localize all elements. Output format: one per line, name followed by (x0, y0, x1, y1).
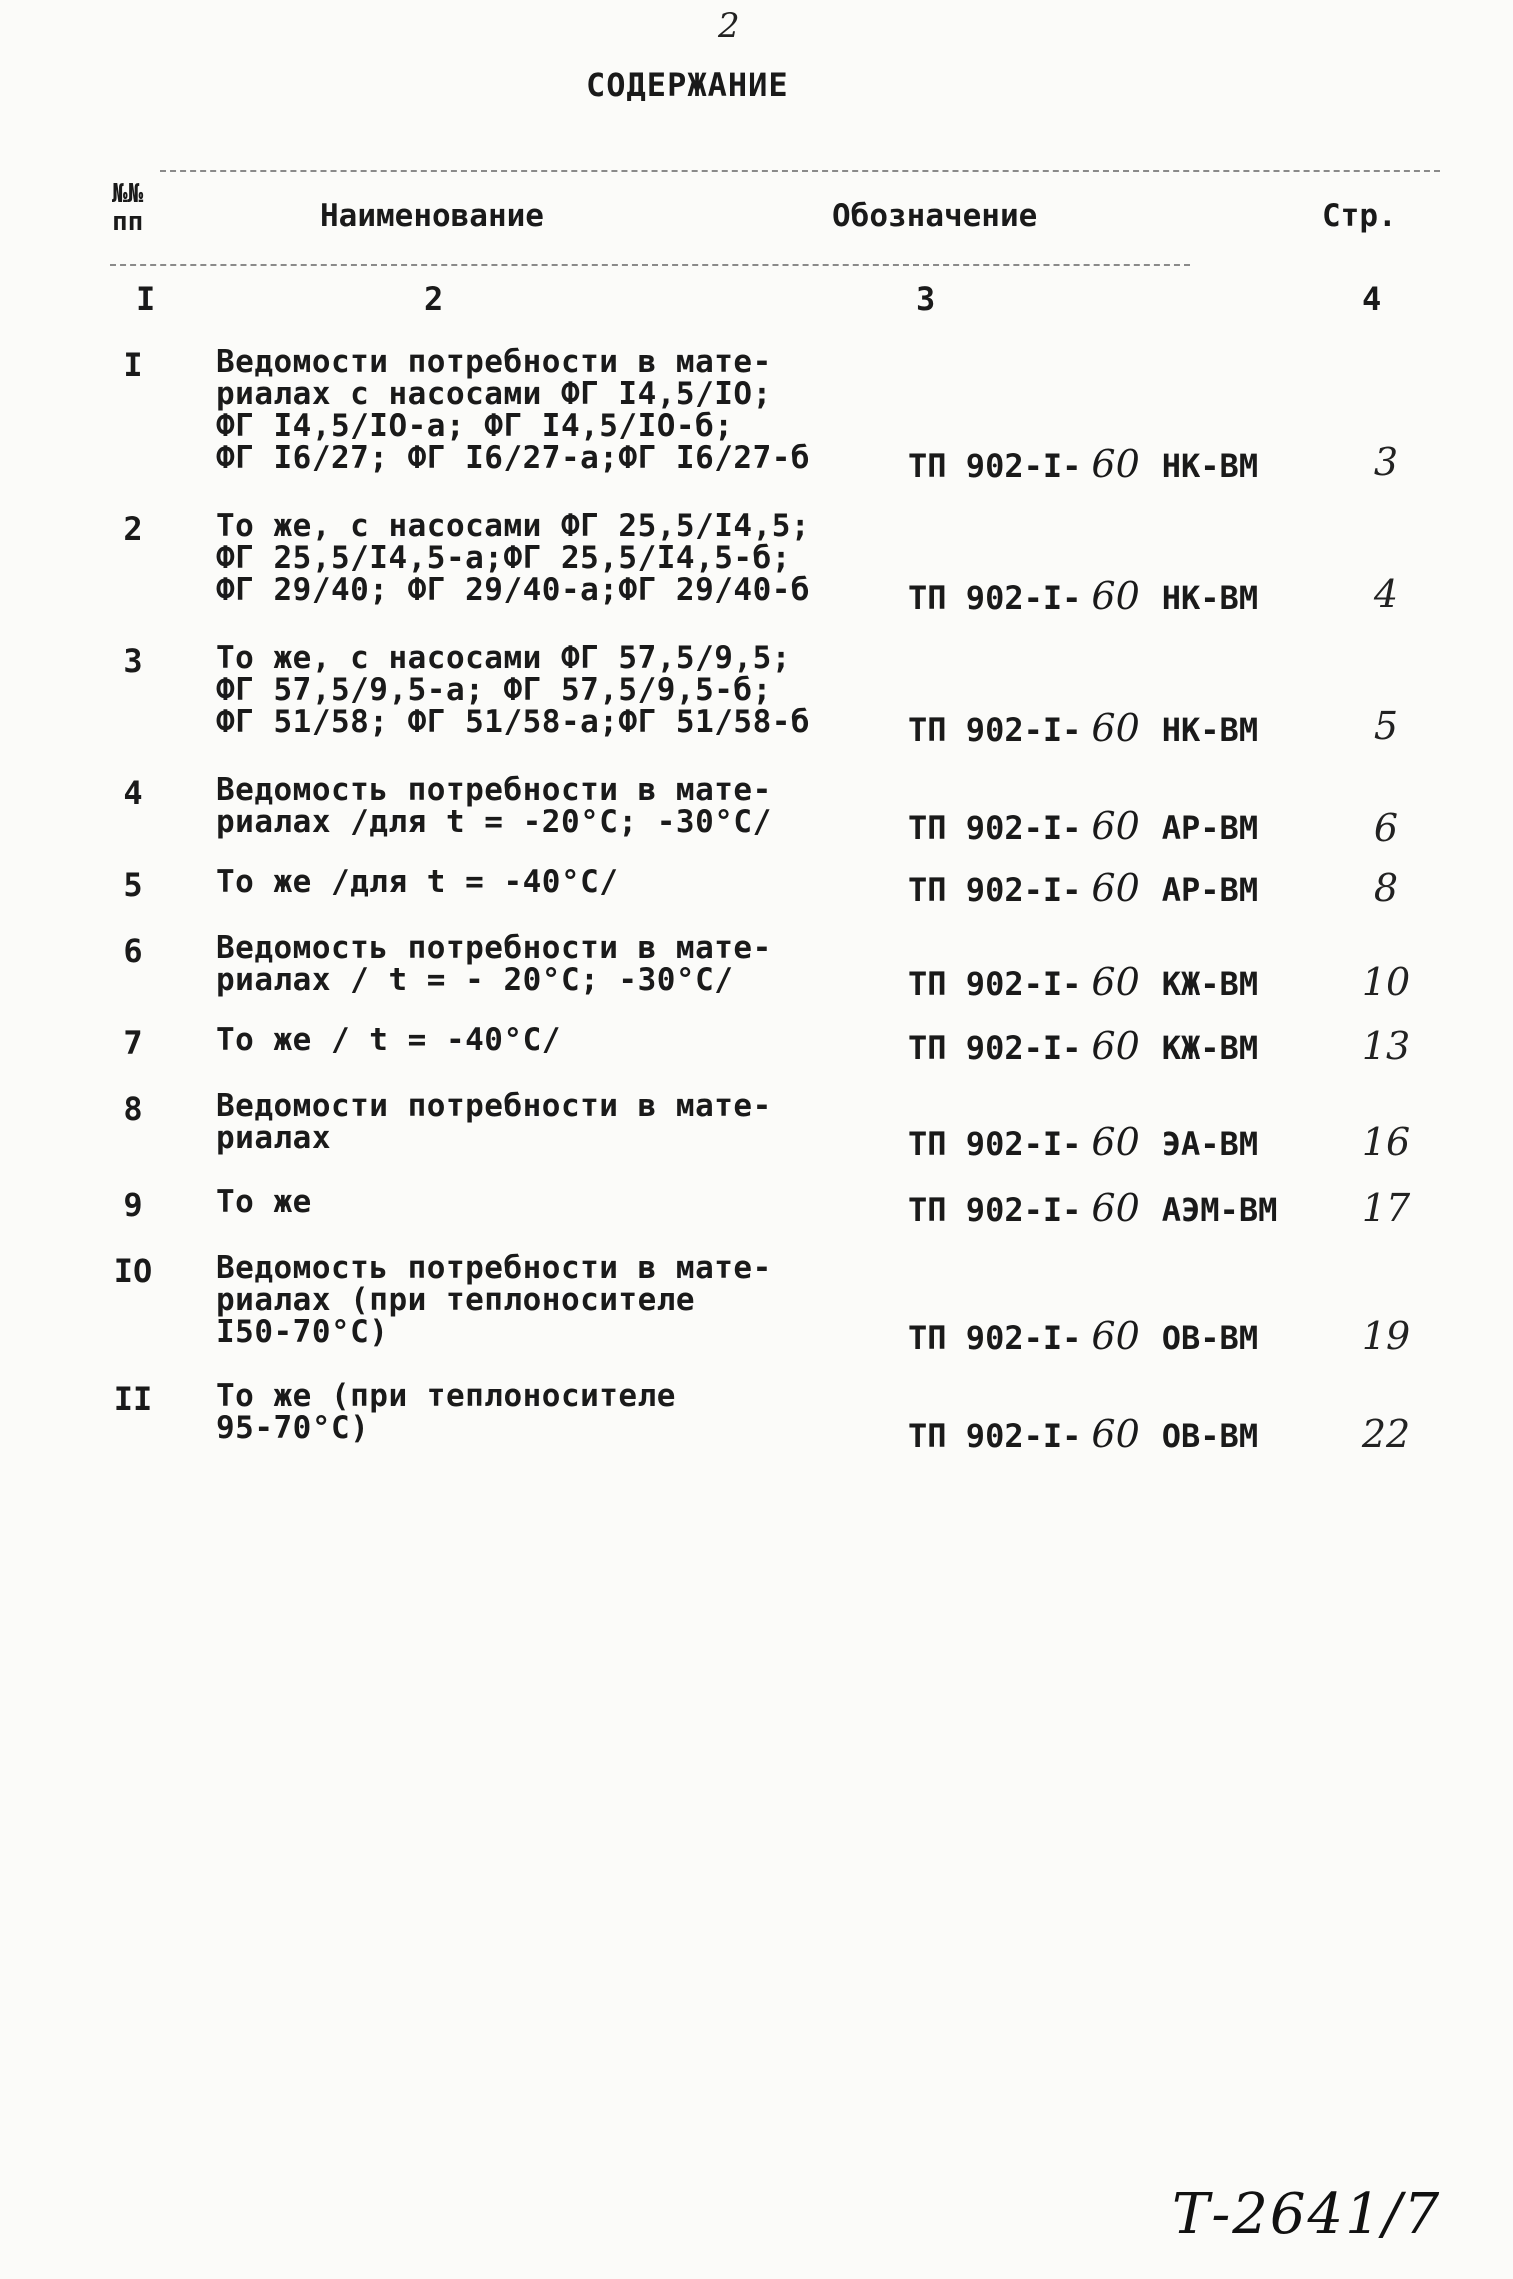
row-name: То же (при теплоносителе 95-70°С) (216, 1378, 676, 1446)
designation-series: ТП 902-I- (908, 871, 1082, 909)
document-title: СОДЕРЖАНИЕ (586, 66, 789, 104)
designation-handwritten-number: 60 (1091, 706, 1140, 750)
row-page: 5 (1373, 704, 1399, 748)
row-number: 5 (123, 866, 143, 904)
designation-handwritten-number: 60 (1091, 804, 1140, 848)
designation-handwritten-number: 60 (1091, 1186, 1140, 1230)
row-number: I (123, 346, 143, 384)
header-number: №№ пп (112, 179, 144, 237)
row-designation (908, 1412, 1328, 1456)
row-page: 8 (1373, 866, 1399, 910)
row-number: 3 (123, 642, 143, 680)
designation-suffix: КЖ-ВМ (1161, 965, 1259, 1003)
designation-series: ТП 902-I- (908, 809, 1082, 847)
designation-suffix: ОВ-ВМ (1161, 1319, 1259, 1357)
row-page: 3 (1373, 440, 1399, 484)
row-designation (908, 1314, 1328, 1358)
row-name: То же / t = -40°С/ (216, 1022, 561, 1058)
row-number: 9 (123, 1186, 143, 1224)
designation-handwritten-number: 60 (1091, 442, 1140, 486)
row-number: II (113, 1380, 153, 1418)
row-name: То же (216, 1184, 312, 1220)
designation-series: ТП 902-I- (908, 1125, 1082, 1163)
column-number-3: 3 (916, 280, 936, 318)
designation-suffix: АР-ВМ (1161, 809, 1259, 847)
designation-handwritten-number: 60 (1091, 574, 1140, 618)
designation-series: ТП 902-I- (908, 447, 1082, 485)
designation-suffix: НК-ВМ (1161, 579, 1259, 617)
row-designation (908, 960, 1328, 1004)
designation-handwritten-number: 60 (1091, 866, 1140, 910)
row-designation (908, 866, 1328, 910)
row-number: IO (113, 1252, 153, 1290)
row-designation (908, 442, 1328, 486)
row-name: То же, с насосами ФГ 25,5/I4,5; ФГ 25,5/I4,5-а;ФГ 25,5/I4,5-б; ФГ 29/40; ФГ 29/40-а;ФГ 29/40-б (216, 508, 811, 608)
designation-suffix: НК-ВМ (1161, 447, 1259, 485)
designation-handwritten-number: 60 (1091, 1120, 1140, 1164)
designation-series: ТП 902-I- (908, 1417, 1082, 1455)
designation-series: ТП 902-I- (908, 1029, 1082, 1067)
designation-series: ТП 902-I- (908, 711, 1082, 749)
row-name: Ведомости потребности в мате- риалах с насосами ФГ I4,5/IO; ФГ I4,5/IO-а; ФГ I4,5/IO-б; ФГ I6/27; ФГ I6/27-а;ФГ I6/27-б (216, 344, 811, 476)
row-number: 2 (123, 510, 143, 548)
row-page: 6 (1373, 806, 1399, 850)
row-designation (908, 1120, 1328, 1164)
designation-suffix: НК-ВМ (1161, 711, 1259, 749)
row-designation (908, 1186, 1328, 1230)
designation-series: ТП 902-I- (908, 965, 1082, 1003)
row-page: 13 (1361, 1024, 1411, 1068)
row-designation (908, 706, 1328, 750)
row-number: 6 (123, 932, 143, 970)
header-page: Стр. (1322, 198, 1397, 234)
designation-series: ТП 902-I- (908, 1191, 1082, 1229)
row-page: 16 (1361, 1120, 1411, 1164)
designation-handwritten-number: 60 (1091, 1412, 1140, 1456)
archive-number: Т-2641/7 (1172, 2182, 1442, 2247)
row-name: Ведомости потребности в мате- риалах (216, 1088, 772, 1156)
column-number-1: I (136, 280, 156, 318)
column-number-4: 4 (1362, 280, 1382, 318)
row-name: То же /для t = -40°С/ (216, 864, 619, 900)
row-designation (908, 1024, 1328, 1068)
designation-suffix: ЭА-ВМ (1161, 1125, 1259, 1163)
header-designation: Обозначение (832, 198, 1038, 234)
designation-series: ТП 902-I- (908, 1319, 1082, 1357)
column-number-2: 2 (424, 280, 444, 318)
row-name: Ведомость потребности в мате- риалах /для t = -20°С; -30°С/ (216, 772, 772, 840)
designation-suffix: АР-ВМ (1161, 871, 1259, 909)
designation-series: ТП 902-I- (908, 579, 1082, 617)
row-page: 10 (1361, 960, 1411, 1004)
designation-handwritten-number: 60 (1091, 1024, 1140, 1068)
row-name: Ведомость потребности в мате- риалах (при теплоносителе I50-70°С) (216, 1250, 772, 1350)
row-page: 17 (1361, 1186, 1411, 1230)
designation-suffix: КЖ-ВМ (1161, 1029, 1259, 1067)
row-number: 4 (123, 774, 143, 812)
designation-suffix: ОВ-ВМ (1161, 1417, 1259, 1455)
table-top-rule (160, 170, 1440, 172)
row-page: 22 (1361, 1412, 1411, 1456)
row-name: То же, с насосами ФГ 57,5/9,5; ФГ 57,5/9,5-а; ФГ 57,5/9,5-б; ФГ 51/58; ФГ 51/58-а;ФГ 51/58-б (216, 640, 811, 740)
designation-handwritten-number: 60 (1091, 960, 1140, 1004)
designation-handwritten-number: 60 (1091, 1314, 1140, 1358)
row-number: 7 (123, 1024, 143, 1062)
designation-suffix: АЭМ-ВМ (1161, 1191, 1278, 1229)
header-bottom-rule (110, 264, 1190, 266)
page-number: 2 (718, 6, 740, 46)
header-name: Наименование (320, 198, 544, 234)
row-number: 8 (123, 1090, 143, 1128)
row-designation (908, 574, 1328, 618)
row-page: 4 (1373, 572, 1399, 616)
row-name: Ведомость потребности в мате- риалах / t = - 20°С; -30°С/ (216, 930, 772, 998)
row-page: 19 (1361, 1314, 1411, 1358)
row-designation (908, 804, 1328, 848)
